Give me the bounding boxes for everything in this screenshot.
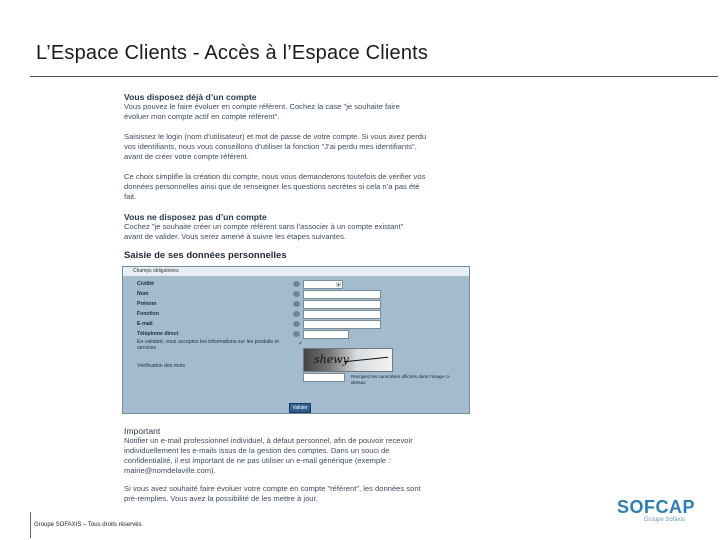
info-icon — [293, 301, 300, 307]
function-label: Fonction — [137, 311, 159, 317]
intro-block-4 — [124, 212, 474, 242]
footer-copyright: Groupe SOFAXIS – Tous droits réservés — [34, 522, 142, 528]
intro-line: Vous pouvez le faire évoluer en compte référent. Cochez la case "je souhaite faire — [124, 102, 400, 111]
form-section-title: Saisie de ses données personnelles — [124, 250, 287, 261]
important-line: Si vous avez souhaité faire évoluer votre compte en compte "référent", les données sont — [124, 484, 421, 493]
email-field[interactable] — [303, 320, 381, 329]
firstname-input[interactable] — [303, 300, 381, 309]
lastname-input[interactable] — [303, 290, 381, 299]
captcha-instructions: Recopiez les caractères affichés dans l’image ci-dessus — [351, 374, 451, 385]
form-header — [123, 267, 469, 276]
intro-line: avant de valider. Vous serez amené à suivre les étapes suivantes. — [124, 232, 347, 241]
logo-brand: SOFCAP — [617, 497, 696, 517]
captcha-input[interactable] — [303, 373, 345, 382]
important-line: pré-remplies. Vous avez la possibilité de les mettre à jour. — [124, 494, 318, 503]
important-block — [124, 426, 474, 476]
chevron-down-icon: ▾ — [337, 282, 340, 287]
title-divider — [30, 76, 718, 77]
footer-divider — [30, 512, 31, 538]
info-icon — [293, 321, 300, 327]
info-icon — [293, 291, 300, 297]
important-line: individuellement les e-mails issus de la gestion des comptes. Dans un souci de — [124, 446, 390, 455]
intro-line: Cochez "je souhaite créer un compte référent sans l’associer à un compte existant" — [124, 222, 404, 231]
no-account-heading: Vous ne disposez pas d’un compte — [124, 212, 267, 222]
intro-block-2 — [124, 132, 474, 162]
consent-label: En validant, vous acceptez les informations sur les produits et services — [137, 339, 279, 351]
required-fields-label: Champs obligatoires — [133, 268, 179, 274]
phone-input[interactable] — [303, 330, 349, 339]
intro-line: vos identifiants, nous vous conseillons d’utiliser la fonction "J’ai perdu mes identifiants", — [124, 142, 417, 151]
firstname-label: Prénom — [137, 301, 157, 307]
phone-label: Téléphone direct — [137, 331, 179, 337]
checkmark-icon[interactable]: ✓ — [298, 341, 304, 347]
info-icon — [293, 281, 300, 287]
civility-label: Civilité — [137, 281, 155, 287]
important-line: Notifier un e-mail professionnel individuel, à défaut personnel, afin de pouvoir recevoir — [124, 436, 413, 445]
intro-line: Saisissez le login (nom d’utilisateur) et mot de passe de votre compte. Si vous avez perdu — [124, 132, 427, 141]
email-label: E-mail — [137, 321, 153, 327]
intro-line: avant de créer votre compte référent. — [124, 152, 249, 161]
info-icon — [293, 311, 300, 317]
captcha-image — [303, 348, 393, 372]
intro-line: données personnelles ainsi que de renseigner les questions secrètes si cela n’a pas été — [124, 182, 420, 191]
function-input[interactable] — [303, 310, 381, 319]
intro-block — [124, 92, 474, 122]
personal-data-form — [122, 266, 470, 414]
screenshot-panel — [118, 88, 474, 518]
important-line: confidentialité, il est important de ne pas utiliser un e-mail générique (exemple : — [124, 456, 391, 465]
civility-select[interactable] — [303, 280, 343, 289]
info-icon — [293, 331, 300, 337]
important-heading: Important — [124, 426, 161, 436]
validate-button[interactable]: Valider — [289, 403, 311, 413]
logo-subtitle: Groupe Sofaxis — [643, 517, 685, 523]
verification-label: Vérification des mots — [137, 363, 186, 369]
intro-line: évoluer mon compte actif en compte référent". — [124, 112, 280, 121]
intro-heading: Vous disposez déjà d’un compte — [124, 92, 257, 102]
important-line: mairie@nomdelaville.com). — [124, 466, 216, 475]
sofcap-logo — [617, 497, 696, 524]
slide-title: L’Espace Clients - Accès à l’Espace Clients — [36, 42, 429, 64]
lastname-label: Nom — [137, 291, 149, 297]
captcha-word: shewy — [314, 353, 349, 366]
important-block-2 — [124, 484, 474, 504]
intro-line: fait. — [124, 192, 137, 201]
captcha-strike — [344, 357, 388, 363]
intro-line: Ce choix simplifie la création du compte, nous vous demanderons toutefois de vérifier vos — [124, 172, 426, 181]
intro-block-3 — [124, 172, 474, 202]
